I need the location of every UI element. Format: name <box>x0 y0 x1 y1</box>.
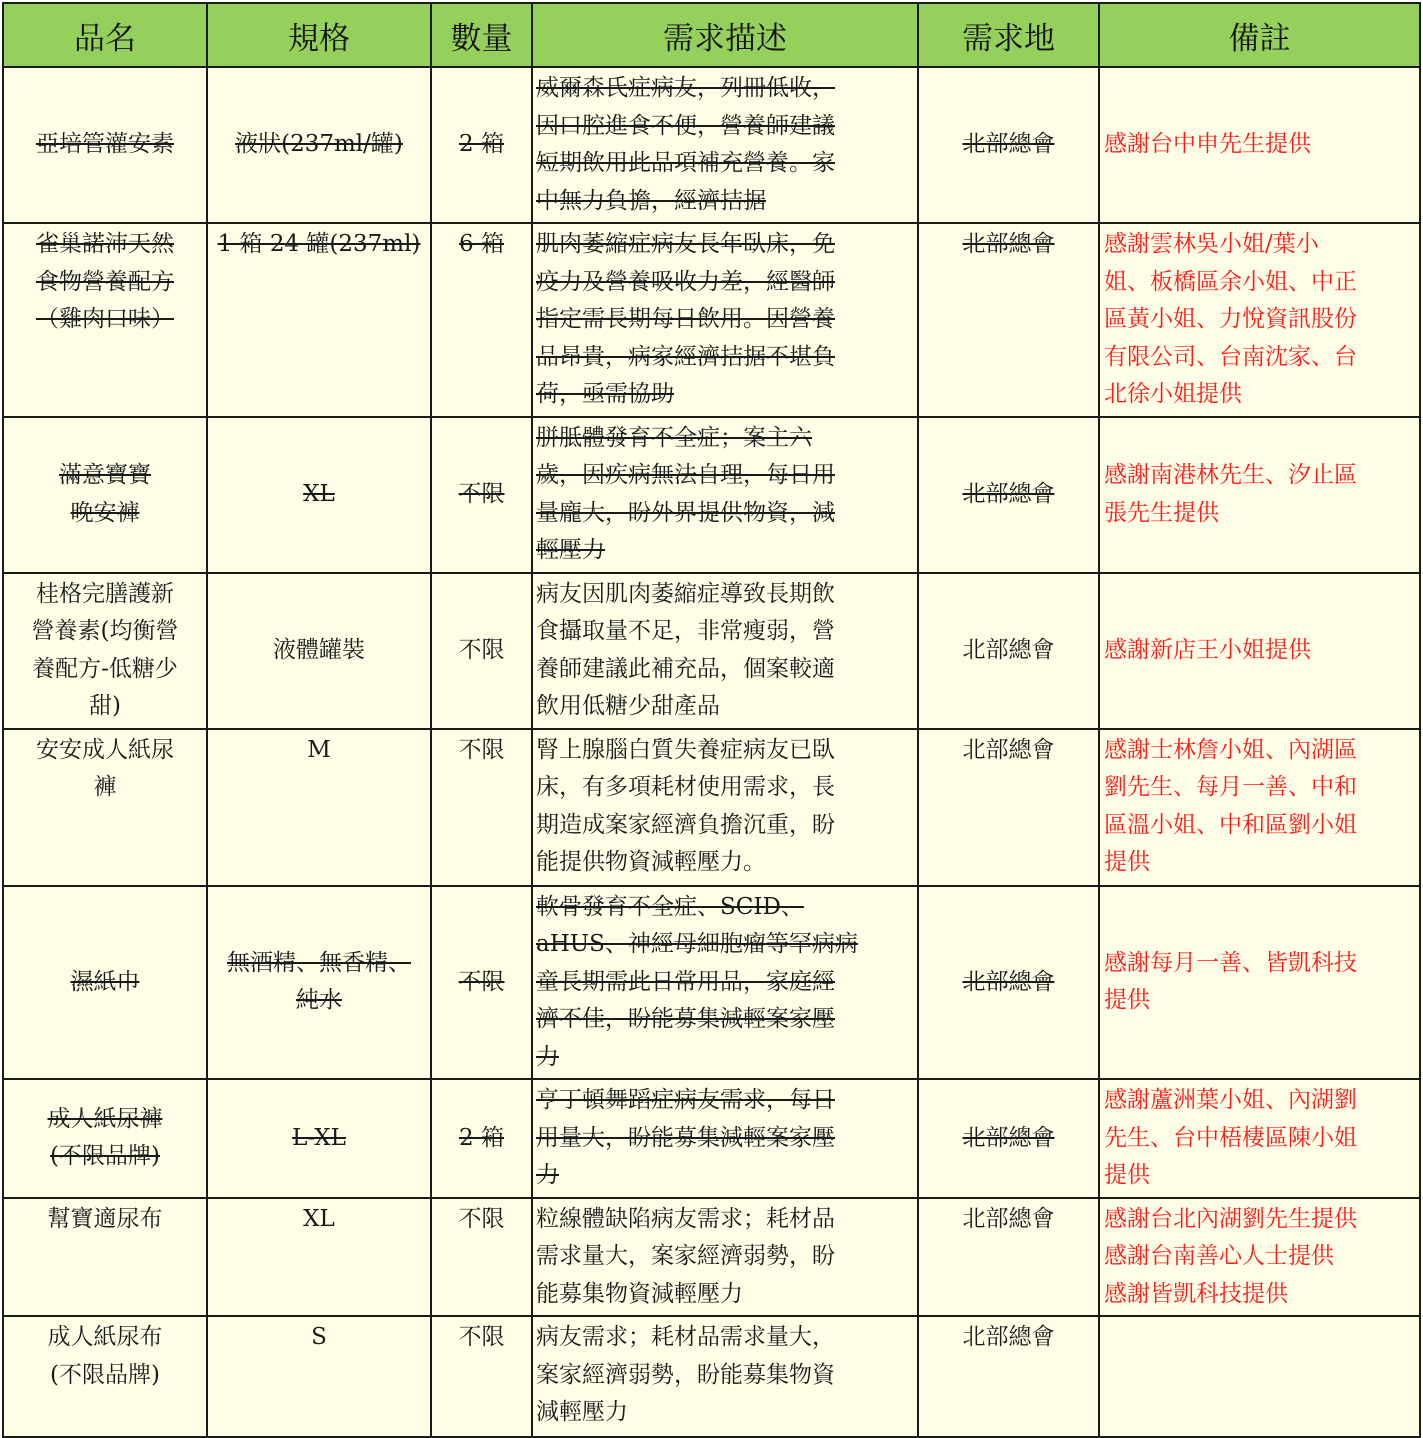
note-cell <box>1099 573 1420 729</box>
description-cell <box>532 1198 918 1317</box>
quantity-cell: 不限 <box>431 417 532 573</box>
location-cell: 北部總會 <box>918 1198 1099 1317</box>
note-cell <box>1099 886 1420 1080</box>
description-line: 胼胝體發育不全症；案主六 <box>536 424 812 451</box>
item-name-line: 幫寶適尿布 <box>47 1205 163 1232</box>
description-cell <box>532 67 918 223</box>
table-row <box>3 729 1420 886</box>
note-line: 感謝蘆洲葉小姐、內湖劉 <box>1104 1087 1357 1113</box>
header-notes: 備註 <box>1099 3 1420 67</box>
item-name-cell <box>3 729 207 886</box>
spec-cell <box>207 67 431 223</box>
description-line: 食攝取量不足，非常瘦弱，營 <box>536 618 835 644</box>
spec-line: S <box>311 1324 327 1350</box>
location-cell: 北部總會 <box>918 223 1099 417</box>
item-name-line: 桂格完膳護新 <box>36 580 174 607</box>
description-line: 中無力負擔，經濟拮据 <box>536 187 766 214</box>
note-line: 感謝台南善心人士提供 <box>1104 1243 1334 1269</box>
item-name-line: 雀巢諾沛天然 <box>36 231 174 257</box>
description-line: 用量大，盼能募集減輕案家壓 <box>536 1124 835 1151</box>
spec-line: XL <box>303 1205 335 1232</box>
description-line: 品昂貴，病家經濟拮据不堪負 <box>536 343 835 370</box>
spec-cell <box>207 729 431 886</box>
item-name-cell <box>3 67 207 223</box>
location-cell: 北部總會 <box>918 1316 1099 1437</box>
location-cell: 北部總會 <box>918 67 1099 223</box>
item-name-line: 成人紙尿布 <box>47 1324 163 1350</box>
spec-line: M <box>307 736 331 763</box>
table-body <box>3 67 1420 1437</box>
item-name-cell <box>3 886 207 1080</box>
spec-cell <box>207 417 431 573</box>
item-name-line: （雞肉口味） <box>36 306 174 332</box>
description-line: 指定需長期每日飲用。因營養 <box>536 306 835 332</box>
description-cell <box>532 729 918 886</box>
description-cell <box>532 573 918 729</box>
description-line: 粒線體缺陷病友需求；耗材品 <box>536 1205 835 1232</box>
description-line: 童長期需此日常用品，家庭經 <box>536 968 835 995</box>
spec-cell <box>207 1198 431 1317</box>
table-row <box>3 223 1420 417</box>
item-name-line: (不限品牌) <box>50 1361 160 1388</box>
note-line: 先生、台中梧棲區陳小姐 <box>1104 1124 1357 1151</box>
note-cell <box>1099 417 1420 573</box>
item-name-line: 甜) <box>89 693 121 719</box>
description-line: 需求量大，案家經濟弱勢，盼 <box>536 1243 835 1269</box>
table-row <box>3 417 1420 573</box>
description-line: 濟不佳，盼能募集減輕案家壓 <box>536 1006 835 1032</box>
spec-cell <box>207 1316 431 1437</box>
note-cell <box>1099 729 1420 886</box>
description-line: 疫力及營養吸收力差，經醫師 <box>536 268 835 295</box>
note-line: 區黃小姐、力悅資訊股份 <box>1104 306 1357 332</box>
spec-line: 液狀(237ml/罐) <box>235 131 403 158</box>
spec-line: 液體罐裝 <box>273 636 365 663</box>
note-line: 提供 <box>1104 1162 1150 1188</box>
description-line: 案家經濟弱勢，盼能募集物資 <box>536 1361 835 1388</box>
note-cell <box>1099 1316 1420 1437</box>
quantity-cell: 不限 <box>431 886 532 1080</box>
header-row <box>3 3 1420 67</box>
description-line: 肌肉萎縮症病友長年臥床，免 <box>536 231 835 257</box>
note-line: 提供 <box>1104 849 1150 875</box>
note-cell <box>1099 223 1420 417</box>
table-row <box>3 1079 1420 1198</box>
table-row <box>3 67 1420 223</box>
spec-line: L-XL <box>292 1124 346 1151</box>
description-line: 力 <box>536 1043 559 1070</box>
spec-line: 純水 <box>296 987 342 1014</box>
description-line: 因口腔進食不便，營養師建議 <box>536 112 835 139</box>
note-line: 姐、板橋區余小姐、中正 <box>1104 268 1357 295</box>
donation-table-container <box>2 2 1421 1438</box>
location-cell: 北部總會 <box>918 886 1099 1080</box>
item-name-line: 食物營養配方 <box>36 268 174 295</box>
description-line: 量龐大，盼外界提供物資，減 <box>536 499 835 526</box>
description-line: 威爾森氏症病友，列冊低收， <box>536 75 835 101</box>
spec-line: 無酒精、無香精、 <box>227 949 411 976</box>
note-line: 有限公司、台南沈家、台 <box>1104 343 1357 370</box>
description-cell <box>532 417 918 573</box>
description-line: 減輕壓力 <box>536 1399 628 1425</box>
description-line: 養師建議此補充品，個案較適 <box>536 655 835 682</box>
header-description: 需求描述 <box>532 3 918 67</box>
note-line: 感謝每月一善、皆凱科技 <box>1104 949 1357 976</box>
location-cell: 北部總會 <box>918 729 1099 886</box>
note-line: 北徐小姐提供 <box>1104 381 1242 407</box>
quantity-cell: 2 箱 <box>431 67 532 223</box>
note-line: 張先生提供 <box>1104 499 1219 526</box>
header-spec: 規格 <box>207 3 431 67</box>
description-line: 病友需求；耗材品需求量大， <box>536 1324 835 1350</box>
item-name-line: 養配方-低糖少 <box>32 655 178 682</box>
table-row <box>3 886 1420 1080</box>
table-row <box>3 1316 1420 1437</box>
description-line: 飲用低糖少甜產品 <box>536 693 720 719</box>
item-name-line: 營養素(均衡營 <box>31 618 179 644</box>
item-name-cell <box>3 417 207 573</box>
description-line: 歲，因疾病無法自理，每日用 <box>536 462 835 488</box>
item-name-line: (不限品牌) <box>50 1143 160 1170</box>
note-line: 提供 <box>1104 987 1150 1014</box>
table-row <box>3 573 1420 729</box>
spec-cell <box>207 886 431 1080</box>
item-name-cell <box>3 223 207 417</box>
note-line: 感謝新店王小姐提供 <box>1104 636 1311 663</box>
description-line: 腎上腺腦白質失養症病友已臥 <box>536 736 835 763</box>
description-line: 期造成案家經濟負擔沉重，盼 <box>536 811 835 838</box>
description-line: 力 <box>536 1162 559 1188</box>
description-line: 短期飲用此品項補充營養。家 <box>536 150 835 176</box>
item-name-line: 褲 <box>93 774 117 800</box>
description-cell <box>532 1079 918 1198</box>
description-line: 軟骨發育不全症、SCID、 <box>536 893 804 920</box>
description-cell <box>532 1316 918 1437</box>
spec-cell <box>207 1079 431 1198</box>
spec-cell <box>207 573 431 729</box>
note-cell <box>1099 1198 1420 1317</box>
note-cell <box>1099 67 1420 223</box>
note-line: 區溫小姐、中和區劉小姐 <box>1104 811 1357 838</box>
item-name-cell <box>3 573 207 729</box>
spec-line: XL <box>303 480 335 507</box>
note-cell <box>1099 1079 1420 1198</box>
description-line: 荷，亟需協助 <box>536 381 674 407</box>
item-name-line: 晚安褲 <box>70 499 140 526</box>
item-name-cell <box>3 1079 207 1198</box>
spec-cell <box>207 223 431 417</box>
item-name-cell <box>3 1198 207 1317</box>
table-row <box>3 1198 1420 1317</box>
donation-needs-table <box>2 2 1421 1438</box>
item-name-line: 滿意寶寶 <box>59 462 151 488</box>
note-line: 感謝皆凱科技提供 <box>1104 1280 1288 1307</box>
description-line: 亨丁頓舞蹈症病友需求，每日 <box>536 1087 835 1113</box>
quantity-cell: 不限 <box>431 729 532 886</box>
item-name-cell <box>3 1316 207 1437</box>
spec-line: 1 箱 24 罐(237ml) <box>217 231 421 257</box>
description-line: 能提供物資減輕壓力。 <box>536 849 766 875</box>
header-item-name: 品名 <box>3 3 207 67</box>
description-line: 輕壓力 <box>536 537 605 563</box>
description-cell <box>532 223 918 417</box>
note-line: 感謝雲林吳小姐/葉小 <box>1104 231 1319 257</box>
note-line: 感謝士林詹小姐、內湖區 <box>1104 736 1357 763</box>
quantity-cell: 不限 <box>431 1316 532 1437</box>
header-quantity: 數量 <box>431 3 532 67</box>
quantity-cell: 不限 <box>431 1198 532 1317</box>
description-line: 能募集物資減輕壓力 <box>536 1280 743 1307</box>
quantity-cell: 6 箱 <box>431 223 532 417</box>
location-cell: 北部總會 <box>918 573 1099 729</box>
header-location: 需求地 <box>918 3 1099 67</box>
description-line: 病友因肌肉萎縮症導致長期飲 <box>536 580 835 607</box>
note-line: 感謝台北內湖劉先生提供 <box>1104 1205 1357 1232</box>
quantity-cell: 不限 <box>431 573 532 729</box>
location-cell: 北部總會 <box>918 417 1099 573</box>
table-header <box>3 3 1420 67</box>
item-name-line: 安安成人紙尿 <box>36 736 174 763</box>
note-line: 感謝台中申先生提供 <box>1104 131 1311 158</box>
location-cell: 北部總會 <box>918 1079 1099 1198</box>
description-line: 床，有多項耗材使用需求，長 <box>536 774 835 800</box>
item-name-line: 濕紙巾 <box>70 968 140 995</box>
item-name-line: 成人紙尿褲 <box>47 1105 163 1132</box>
note-line: 感謝南港林先生、汐止區 <box>1104 462 1357 488</box>
item-name-line: 亞培管灌安素 <box>36 131 174 158</box>
quantity-cell: 2 箱 <box>431 1079 532 1198</box>
description-cell <box>532 886 918 1080</box>
description-line: aHUS、神經母細胞瘤等罕病病 <box>536 931 858 957</box>
note-line: 劉先生、每月一善、中和 <box>1104 774 1357 800</box>
